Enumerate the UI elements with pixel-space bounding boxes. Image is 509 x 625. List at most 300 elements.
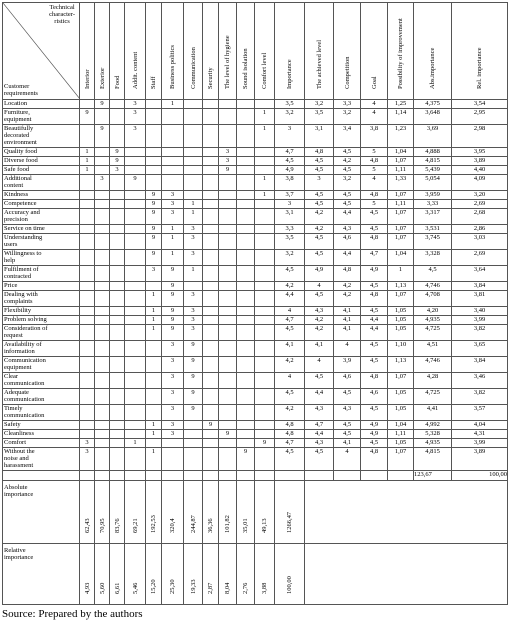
table-cell: 3 <box>80 439 95 448</box>
column-header <box>219 3 237 100</box>
column-header <box>80 3 95 100</box>
table-cell: 4,708 <box>414 291 452 307</box>
table-cell <box>255 430 275 439</box>
table-cell: 3,84 <box>452 282 508 291</box>
table-cell <box>203 175 219 191</box>
table-cell: 1 <box>146 421 162 430</box>
requirement-label-line: Price <box>4 282 18 289</box>
requirement-label <box>3 307 80 316</box>
totals-cell: 123,67 <box>414 471 452 481</box>
table-row <box>3 166 508 175</box>
requirement-label-line: Without the <box>4 448 35 455</box>
table-cell: 4,40 <box>452 166 508 175</box>
requirement-label-line: Accuracy and <box>4 209 40 216</box>
table-cell <box>95 430 110 439</box>
table-cell: 3,9 <box>334 357 361 373</box>
table-cell: 4,1 <box>305 341 334 357</box>
table-cell: 3 <box>305 175 334 191</box>
table-cell: 2,69 <box>452 250 508 266</box>
table-cell: 1,05 <box>388 316 414 325</box>
table-cell <box>95 191 110 200</box>
table-cell <box>125 430 146 439</box>
requirement-label-line: communication <box>4 396 45 403</box>
absolute-importance-value: 70,95 <box>98 518 106 533</box>
table-cell: 1 <box>162 250 184 266</box>
table-cell: 3 <box>162 357 184 373</box>
column-header <box>361 3 388 100</box>
table-cell: 1 <box>255 191 275 200</box>
table-cell: 2,69 <box>452 200 508 209</box>
table-cell: 3 <box>110 166 125 175</box>
table-cell: 1,11 <box>388 200 414 209</box>
table-cell: 4,5 <box>361 405 388 421</box>
table-cell <box>146 157 162 166</box>
table-cell: 3,89 <box>452 157 508 166</box>
relative-importance-value: 5,46 <box>131 582 139 594</box>
table-cell: 5 <box>361 166 388 175</box>
requirement-label-line: Additional <box>4 175 32 182</box>
table-cell: 3 <box>184 250 203 266</box>
table-cell: 4,815 <box>414 448 452 471</box>
requirement-label-line: Clear <box>4 373 19 380</box>
absolute-importance-value: 320,4 <box>169 518 176 533</box>
table-cell <box>95 234 110 250</box>
table-cell: 3,99 <box>452 316 508 325</box>
absolute-importance-cell <box>237 481 255 544</box>
table-cell <box>95 341 110 357</box>
table-cell <box>203 266 219 282</box>
table-cell <box>237 175 255 191</box>
table-cell: 4,4 <box>305 430 334 439</box>
table-cell <box>203 357 219 373</box>
table-cell <box>237 200 255 209</box>
table-cell <box>80 175 95 191</box>
column-header-label: The achieved level <box>315 39 323 89</box>
table-cell: 4,5 <box>305 157 334 166</box>
table-cell <box>255 200 275 209</box>
table-cell <box>95 282 110 291</box>
table-cell <box>203 341 219 357</box>
table-cell <box>203 109 219 125</box>
table-cell <box>80 341 95 357</box>
totals-cell <box>95 471 110 481</box>
table-cell: 9 <box>219 166 237 175</box>
requirement-label-line: communication <box>4 412 45 419</box>
totals-cell <box>110 471 125 481</box>
table-cell: 4,8 <box>361 291 388 307</box>
absolute-importance-value: 69,21 <box>131 518 139 533</box>
absolute-importance-cell <box>80 481 95 544</box>
table-cell <box>219 266 237 282</box>
table-cell <box>255 225 275 234</box>
requirement-label-line: Beautifully <box>4 125 34 132</box>
requirement-label-line: Safe food <box>4 166 30 173</box>
requirement-label-line: Problem solving <box>4 316 47 323</box>
table-cell <box>219 291 237 307</box>
table-cell: 4,5 <box>305 234 334 250</box>
table-cell <box>184 157 203 166</box>
table-cell: 3 <box>275 200 305 209</box>
table-cell: 1,14 <box>388 109 414 125</box>
table-cell <box>184 282 203 291</box>
table-cell <box>110 389 125 405</box>
table-cell: 1 <box>255 175 275 191</box>
table-cell: 3,745 <box>414 234 452 250</box>
column-header <box>452 3 508 100</box>
column-header <box>414 3 452 100</box>
table-cell: 3,65 <box>452 341 508 357</box>
table-cell <box>237 373 255 389</box>
column-header-label: Possibility of improvement <box>397 18 404 89</box>
table-cell: 4 <box>361 109 388 125</box>
totals-cell <box>125 471 146 481</box>
table-row <box>3 234 508 250</box>
table-cell <box>237 341 255 357</box>
table-cell: 4,5 <box>334 148 361 157</box>
table-cell: 3 <box>184 225 203 234</box>
table-cell <box>219 100 237 109</box>
requirement-label-line: Fulfilment of <box>4 266 39 273</box>
table-cell: 4,5 <box>305 291 334 307</box>
table-cell: 3,8 <box>275 175 305 191</box>
relative-importance-value: 3,88 <box>261 582 268 594</box>
requirement-label-line: Service on time <box>4 225 45 232</box>
table-cell <box>237 100 255 109</box>
table-cell <box>80 373 95 389</box>
table-cell: 1,13 <box>388 282 414 291</box>
column-header-label: Competition <box>343 56 351 89</box>
table-cell <box>146 100 162 109</box>
table-cell: 3,5 <box>275 100 305 109</box>
table-cell <box>203 225 219 234</box>
table-cell: 1,11 <box>388 166 414 175</box>
table-cell: 4,5 <box>334 200 361 209</box>
table-cell: 9 <box>95 100 110 109</box>
table-cell: 1,07 <box>388 209 414 225</box>
table-cell <box>203 291 219 307</box>
table-cell <box>80 307 95 316</box>
table-row <box>3 109 508 125</box>
header-row <box>3 3 508 100</box>
table-cell: 2,86 <box>452 225 508 234</box>
table-cell: 3 <box>162 430 184 439</box>
table-cell: 4,7 <box>275 316 305 325</box>
table-cell: 9 <box>162 307 184 316</box>
label-line: Absolute <box>4 484 28 491</box>
table-cell: 4,5 <box>305 166 334 175</box>
table-cell: 3 <box>184 325 203 341</box>
absolute-importance-value: 83,76 <box>113 518 121 533</box>
requirement-label-line: decorated <box>4 132 30 139</box>
table-cell: 1,11 <box>388 430 414 439</box>
table-cell <box>203 405 219 421</box>
relative-importance-cell <box>80 544 95 605</box>
requirement-label-line: Furniture, <box>4 109 30 116</box>
table-cell <box>237 166 255 175</box>
table-cell <box>146 166 162 175</box>
table-cell <box>95 291 110 307</box>
table-cell <box>95 209 110 225</box>
table-cell <box>162 148 184 157</box>
absolute-importance-value: 36,36 <box>207 518 214 533</box>
table-row <box>3 282 508 291</box>
column-header <box>334 3 361 100</box>
label-line: Relative <box>4 547 26 554</box>
relative-importance-cell <box>146 544 162 605</box>
table-cell: 1 <box>184 200 203 209</box>
table-cell: 3,89 <box>452 448 508 471</box>
requirement-label <box>3 421 80 430</box>
table-cell: 4,5 <box>275 389 305 405</box>
table-cell: 3,3 <box>275 225 305 234</box>
table-cell: 1,05 <box>388 307 414 316</box>
table-cell: 4,5 <box>275 325 305 341</box>
table-cell: 3,7 <box>275 191 305 200</box>
table-cell: 1 <box>255 125 275 148</box>
table-cell: 4,5 <box>361 282 388 291</box>
table-cell <box>219 250 237 266</box>
table-cell: 4,20 <box>414 307 452 316</box>
requirement-label-line: Availability of <box>4 341 42 348</box>
table-cell: 4,5 <box>275 266 305 282</box>
requirement-label-line: Understanding <box>4 234 43 241</box>
table-cell <box>125 250 146 266</box>
table-cell: 4,992 <box>414 421 452 430</box>
table-cell <box>110 421 125 430</box>
table-cell <box>203 307 219 316</box>
table-cell: 1 <box>184 266 203 282</box>
relative-importance-value: 19,33 <box>189 579 197 594</box>
table-cell <box>110 109 125 125</box>
requirement-label <box>3 282 80 291</box>
table-cell <box>162 157 184 166</box>
table-row <box>3 100 508 109</box>
absolute-importance-cell <box>146 481 162 544</box>
table-cell <box>219 373 237 389</box>
table-cell <box>146 282 162 291</box>
table-cell <box>219 282 237 291</box>
table-cell: 4,8 <box>361 234 388 250</box>
table-cell <box>184 166 203 175</box>
column-header <box>162 3 184 100</box>
table-cell: 4,41 <box>414 405 452 421</box>
table-cell <box>110 191 125 200</box>
column-header-label: Sound isolation <box>242 48 249 89</box>
table-cell: 1,04 <box>388 148 414 157</box>
table-cell: 4,5 <box>305 250 334 266</box>
table-cell: 1 <box>255 109 275 125</box>
corner-bottom-line: requirements <box>4 90 38 97</box>
table-cell <box>237 307 255 316</box>
table-cell: 3,57 <box>452 405 508 421</box>
requirement-label-line: Dealing with <box>4 291 38 298</box>
totals-cell <box>184 471 203 481</box>
table-cell: 1,05 <box>388 405 414 421</box>
table-cell: 4,725 <box>414 389 452 405</box>
table-cell: 3 <box>184 234 203 250</box>
table-cell: 3 <box>184 291 203 307</box>
table-cell <box>110 341 125 357</box>
table-cell: 9 <box>125 175 146 191</box>
column-header-label: Exterior <box>98 67 106 89</box>
table-cell <box>110 316 125 325</box>
column-header <box>95 3 110 100</box>
requirement-label <box>3 266 80 282</box>
relative-importance-value: 25,30 <box>169 579 176 594</box>
column-header-label: Abs.importance <box>429 47 436 89</box>
table-cell <box>110 357 125 373</box>
table-cell: 3,33 <box>414 200 452 209</box>
table-cell <box>80 125 95 148</box>
table-cell: 4,9 <box>361 430 388 439</box>
table-cell: 3,8 <box>361 125 388 148</box>
label-line: importance <box>4 554 34 561</box>
totals-cell <box>237 471 255 481</box>
table-cell <box>162 125 184 148</box>
requirement-label-line: noise and <box>4 455 29 462</box>
table-cell: 4,5 <box>305 200 334 209</box>
table-cell: 4,5 <box>414 266 452 282</box>
column-header-label: Communication <box>189 47 197 89</box>
table-cell <box>237 389 255 405</box>
table-cell: 1,07 <box>388 234 414 250</box>
table-cell: 4,6 <box>334 234 361 250</box>
table-cell: 2,98 <box>452 125 508 148</box>
requirement-label <box>3 430 80 439</box>
table-cell: 4,4 <box>361 316 388 325</box>
table-cell <box>184 191 203 200</box>
table-cell: 9 <box>162 316 184 325</box>
table-cell <box>125 325 146 341</box>
table-cell: 3 <box>162 405 184 421</box>
requirement-label <box>3 250 80 266</box>
column-header <box>305 3 334 100</box>
table-cell: 4,5 <box>334 166 361 175</box>
column-header <box>184 3 203 100</box>
table-cell: 4,935 <box>414 439 452 448</box>
table-cell <box>219 191 237 200</box>
absolute-importance-label <box>3 481 80 544</box>
totals-cell <box>219 471 237 481</box>
table-cell <box>125 209 146 225</box>
table-cell: 4,3 <box>305 439 334 448</box>
requirement-label <box>3 405 80 421</box>
table-cell: 9 <box>146 209 162 225</box>
requirement-label-line: Diverse food <box>4 157 38 164</box>
table-cell: 3,54 <box>452 100 508 109</box>
table-cell: 3 <box>162 421 184 430</box>
requirement-label <box>3 341 80 357</box>
table-cell <box>255 100 275 109</box>
source-note: Source: Prepared by the authors <box>2 608 143 620</box>
table-cell: 4,7 <box>275 439 305 448</box>
table-cell <box>203 191 219 200</box>
relative-importance-value: 100,00 <box>286 576 293 594</box>
table-row <box>3 439 508 448</box>
requirement-label <box>3 373 80 389</box>
table-cell <box>203 430 219 439</box>
relative-importance-cell <box>95 544 110 605</box>
table-cell: 4,5 <box>361 439 388 448</box>
absolute-importance-cell <box>219 481 237 544</box>
table-cell: 1 <box>162 234 184 250</box>
relative-importance-cell <box>255 544 275 605</box>
table-cell: 4 <box>305 282 334 291</box>
requirement-label-line: environment <box>4 139 37 146</box>
table-cell <box>203 439 219 448</box>
requirement-label-line: Safety <box>4 421 21 428</box>
table-cell <box>80 389 95 405</box>
table-cell: 4 <box>305 357 334 373</box>
table-cell <box>219 421 237 430</box>
table-row <box>3 225 508 234</box>
relative-importance-cell <box>275 544 305 605</box>
table-cell: 4,2 <box>334 157 361 166</box>
table-cell <box>162 109 184 125</box>
table-cell: 5,054 <box>414 175 452 191</box>
table-cell <box>95 166 110 175</box>
table-cell: 4,8 <box>361 157 388 166</box>
table-cell <box>162 166 184 175</box>
table-cell: 3 <box>275 125 305 148</box>
table-cell: 4 <box>334 448 361 471</box>
table-cell <box>110 175 125 191</box>
requirement-label-line: Consideration of <box>4 325 48 332</box>
table-cell <box>184 125 203 148</box>
requirement-label-line: Willingness to <box>4 250 42 257</box>
requirement-label-line: Location <box>4 100 28 107</box>
table-cell <box>255 316 275 325</box>
table-cell: 4 <box>275 307 305 316</box>
absolute-importance-value: 244,87 <box>189 515 197 533</box>
technical-characteristics-label <box>49 4 75 25</box>
requirement-label <box>3 125 80 148</box>
table-cell <box>80 266 95 282</box>
table-cell <box>184 430 203 439</box>
table-cell: 4,2 <box>334 282 361 291</box>
table-cell <box>110 291 125 307</box>
table-cell: 3,2 <box>334 109 361 125</box>
requirement-label <box>3 225 80 234</box>
requirement-label-line: Quality food <box>4 148 38 155</box>
table-cell: 4,3 <box>334 405 361 421</box>
table-cell: 4,935 <box>414 316 452 325</box>
relative-importance-row <box>3 544 508 605</box>
table-row <box>3 405 508 421</box>
table-cell: 3,20 <box>452 191 508 200</box>
table-cell: 3,531 <box>414 225 452 234</box>
table-cell <box>95 225 110 234</box>
requirement-label <box>3 100 80 109</box>
table-cell: 1,10 <box>388 341 414 357</box>
table-cell: 4,9 <box>361 266 388 282</box>
table-cell: 4,9 <box>361 421 388 430</box>
table-cell: 9 <box>237 448 255 471</box>
table-cell: 4,5 <box>275 157 305 166</box>
table-cell <box>80 282 95 291</box>
table-cell: 4,8 <box>305 148 334 157</box>
absolute-importance-value: 192,53 <box>150 515 157 533</box>
table-cell <box>255 291 275 307</box>
absolute-importance-cell <box>110 481 125 544</box>
column-header <box>110 3 125 100</box>
absolute-importance-value: 1266,47 <box>286 511 293 533</box>
table-cell <box>237 421 255 430</box>
totals-cell <box>146 471 162 481</box>
totals-cell <box>305 471 334 481</box>
requirement-label-line: Timely <box>4 405 23 412</box>
table-cell: 4,2 <box>334 291 361 307</box>
